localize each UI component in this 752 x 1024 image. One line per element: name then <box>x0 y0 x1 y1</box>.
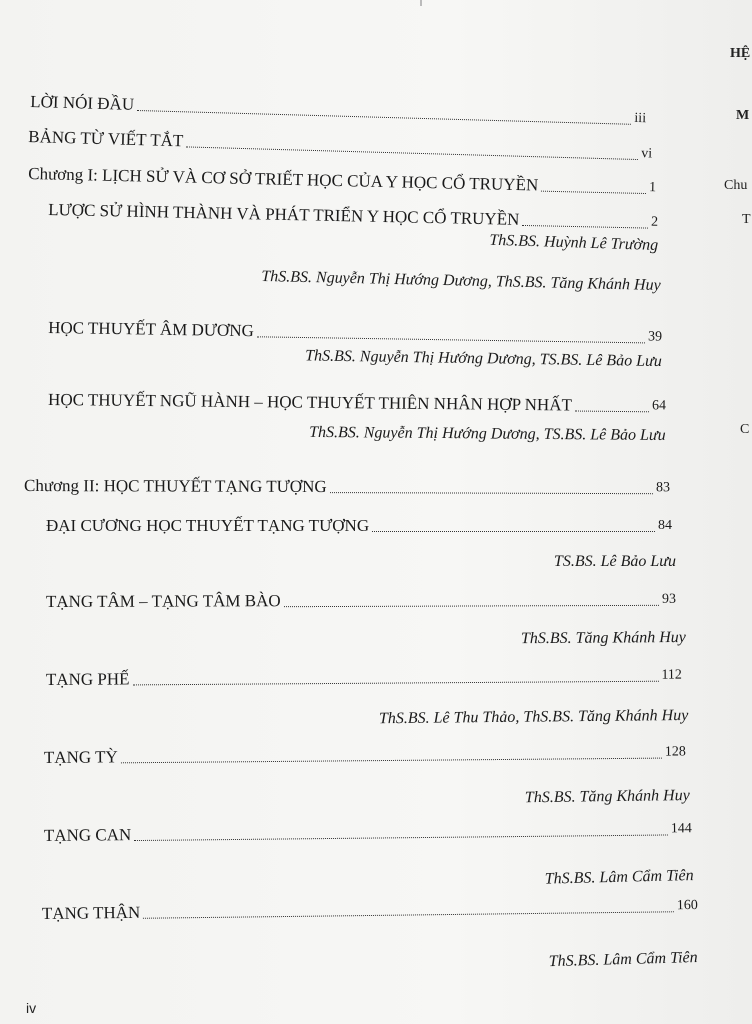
toc-title: TẠNG TỲ <box>43 747 118 768</box>
dot-leader <box>257 336 645 343</box>
toc-author: ThS.BS. Nguyễn Thị Hướng Dương, ThS.BS. Tăng Khánh Huy <box>260 267 661 295</box>
dot-leader <box>133 681 659 686</box>
toc-author: TS.BS. Lê Bảo Lưu <box>553 553 676 570</box>
footer-page-number: iv <box>26 1000 37 1016</box>
adjacent-page-fragment: Chu <box>724 178 748 193</box>
toc-entry-tang-tam[interactable] <box>46 590 676 612</box>
toc-entry-am-duong[interactable] <box>48 318 662 348</box>
toc-entry-luoc-su[interactable] <box>48 200 658 233</box>
toc-title: ĐẠI CƯƠNG HỌC THUYẾT TẠNG TƯỢNG <box>46 516 370 535</box>
toc-entry-chuong-1[interactable] <box>28 164 656 198</box>
toc-author: ThS.BS. Lê Thu Thảo, ThS.BS. Tăng Khánh Huy <box>378 707 688 728</box>
toc-entry-dai-cuong[interactable] <box>46 516 672 536</box>
toc-entry-tang-than[interactable] <box>42 896 698 924</box>
toc-page-number: 83 <box>656 480 671 496</box>
toc-title: LƯỢC SỬ HÌNH THÀNH VÀ PHÁT TRIỂN Y HỌC CỔ TRUYỀN <box>48 200 520 229</box>
dot-leader <box>186 146 638 160</box>
toc-author: ThS.BS. Lâm Cẩm Tiên <box>544 867 694 888</box>
toc-entry-loi-noi-dau[interactable] <box>30 92 646 129</box>
toc-page-number: 1 <box>648 180 657 196</box>
toc-page-number: 160 <box>676 897 698 914</box>
dot-leader <box>134 834 668 841</box>
toc-author: ThS.BS. Tăng Khánh Huy <box>520 629 686 648</box>
toc-page-number: iii <box>634 110 647 127</box>
dot-leader <box>541 191 646 194</box>
toc-page-number: 93 <box>661 591 676 607</box>
toc-page-number: 128 <box>664 744 686 760</box>
toc-page-number: 84 <box>658 518 672 533</box>
toc-title: TẠNG TÂM – TẠNG TÂM BÀO <box>45 591 281 611</box>
dot-leader <box>575 411 649 413</box>
toc-page-number: vi <box>640 146 653 162</box>
toc-title: HỌC THUYẾT ÂM DƯƠNG <box>48 318 254 341</box>
dot-leader <box>137 110 631 125</box>
toc-title: HỌC THUYẾT NGŨ HÀNH – HỌC THUYẾT THIÊN NHÂN HỢP NHẤT <box>48 390 573 415</box>
page-mark <box>420 0 422 6</box>
dot-leader <box>330 492 653 494</box>
toc-page-number: 39 <box>647 329 663 345</box>
toc-author: ThS.BS. Nguyễn Thị Hướng Dương, TS.BS. Lê Bảo Lưu <box>305 347 663 371</box>
toc-title: TẠNG PHẾ <box>45 669 130 689</box>
dot-leader <box>143 911 674 918</box>
toc-page-number: 112 <box>661 667 682 683</box>
toc-title: LỜI NÓI ĐẦU <box>30 92 135 114</box>
dot-leader <box>121 758 662 764</box>
toc-title: BẢNG TỪ VIẾT TẮT <box>28 127 184 151</box>
toc-title: TẠNG THẬN <box>41 902 141 924</box>
toc-entry-bang-tu-viet-tat[interactable] <box>28 127 652 164</box>
toc-entry-tang-ty[interactable] <box>44 742 686 768</box>
toc-title: Chương I: LỊCH SỬ VÀ CƠ SỞ TRIẾT HỌC CỦA Y HỌC CỔ TRUYỀN <box>28 164 539 195</box>
toc-entry-tang-phe[interactable] <box>46 666 682 690</box>
toc-entry-ngu-hanh[interactable] <box>48 390 666 416</box>
dot-leader <box>522 225 648 229</box>
dot-leader <box>372 531 655 532</box>
adjacent-page-fragment: C <box>740 422 750 437</box>
adjacent-page-fragment: T <box>742 212 751 227</box>
toc-title: TẠNG CAN <box>43 825 132 846</box>
dot-leader <box>284 605 659 607</box>
toc-page-number: 144 <box>670 821 692 837</box>
toc-title: Chương II: HỌC THUYẾT TẠNG TƯỢNG <box>24 476 327 497</box>
toc-page-number: 64 <box>651 398 667 414</box>
toc-author: ThS.BS. Lâm Cẩm Tiên <box>548 949 698 971</box>
toc-author: ThS.BS. Nguyễn Thị Hướng Dương, TS.BS. Lê Bảo Lưu <box>309 423 667 445</box>
toc-entry-tang-can[interactable] <box>44 819 692 846</box>
toc-author: ThS.BS. Tăng Khánh Huy <box>524 787 690 807</box>
toc-page-number: 2 <box>650 214 659 230</box>
adjacent-page-fragment: HỆ <box>730 46 751 61</box>
toc-author: ThS.BS. Huỳnh Lê Trường <box>489 231 659 255</box>
adjacent-page-fragment: M <box>736 108 750 123</box>
toc-entry-chuong-2[interactable] <box>24 476 670 498</box>
